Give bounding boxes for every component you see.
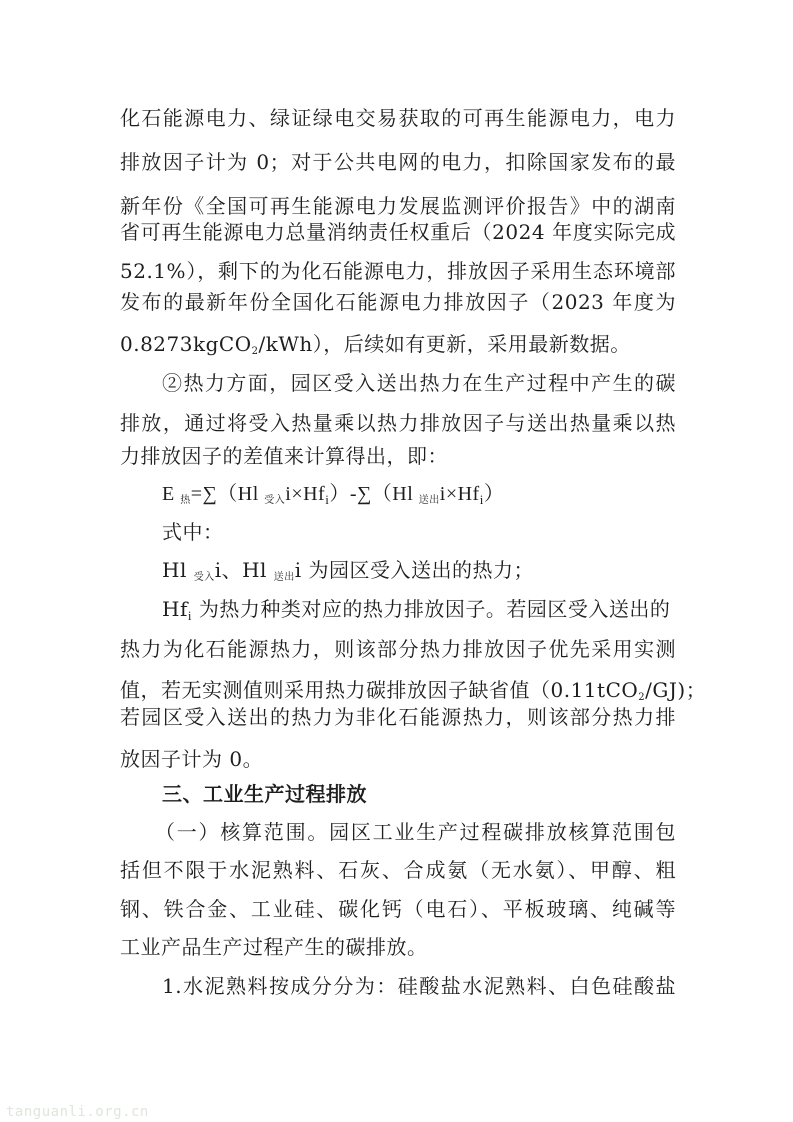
paragraph-line: 排放因子计为 0；对于公共电网的电力，扣除国家发布的最 xyxy=(120,150,676,174)
subscript: i xyxy=(325,492,330,507)
where-label: 式中： xyxy=(162,520,224,544)
text: /kWh），后续如有更新，采用最新数据。 xyxy=(258,332,631,356)
paragraph-line: 1.水泥熟料按成分分为：硅酸盐水泥熟料、白色硅酸盐 xyxy=(162,974,676,998)
definition-line xyxy=(162,558,676,590)
text: Hl xyxy=(162,558,194,582)
subscript: 受入 xyxy=(193,572,215,583)
paragraph-line: 放因子计为 0。 xyxy=(120,747,264,771)
paragraph-line: 发布的最新年份全国化石能源电力排放因子（2023 年度为 xyxy=(120,290,676,314)
paragraph-line: 钢、铁合金、工业硅、碳化钙（电石）、平板玻璃、纯碱等 xyxy=(120,897,676,921)
subscript: 送出 xyxy=(273,572,295,583)
text: /GJ)； xyxy=(645,678,707,702)
text: ） xyxy=(483,483,505,505)
formula xyxy=(162,482,676,513)
paragraph-line: 热力为化石能源热力，则该部分热力排放因子优先采用实测 xyxy=(120,637,676,661)
paragraph-line: （一）核算范围。园区工业生产过程碳排放核算范围包 xyxy=(155,820,676,844)
paragraph-line: 省可再生能源电力总量消纳责任权重后（2024 年度实际完成 xyxy=(120,220,676,244)
paragraph-line xyxy=(120,332,676,364)
subscript: 2 xyxy=(251,346,259,357)
paragraph-line: 括但不限于水泥熟料、石灰、合成氨（无水氨）、甲醇、粗 xyxy=(120,858,676,882)
paragraph-line: 力排放因子的差值来计算得出，即： xyxy=(120,444,448,468)
paragraph-line: 排放，通过将受入热量乘以热力排放因子与送出热量乘以热 xyxy=(120,411,676,435)
watermark: tanguanli.org.cn xyxy=(6,1104,149,1120)
section-heading: 三、工业生产过程排放 xyxy=(162,782,367,806)
subscript: 热 xyxy=(180,495,191,506)
subscript: 受入 xyxy=(264,495,286,506)
text: Hf xyxy=(162,597,188,621)
paragraph-line: ②热力方面，园区受入送出热力在生产过程中产生的碳 xyxy=(162,371,676,395)
subscript: 2 xyxy=(638,692,646,703)
definition-line xyxy=(162,597,676,628)
text: 0.8273kgCO xyxy=(120,332,252,356)
paragraph-line: 工业产品生产过程产生的碳排放。 xyxy=(120,935,428,959)
text: i 为园区受入送出的热力； xyxy=(294,558,535,582)
text: E xyxy=(162,483,181,505)
paragraph-line: 化石能源电力、绿证绿电交易获取的可再生能源电力，电力 xyxy=(120,106,676,130)
paragraph-line: 52.1%），剩下的为化石能源电力，排放因子采用生态环境部 xyxy=(120,259,676,283)
subscript: 送出 xyxy=(418,495,440,506)
text: =∑（Hl xyxy=(190,483,265,505)
text: ）-∑（Hl xyxy=(329,483,419,505)
paragraph-line: 新年份《全国可再生能源电力发展监测评价报告》中的湖南 xyxy=(120,194,676,218)
text: 为热力种类对应的热力排放因子。若园区受入送出的 xyxy=(191,597,671,621)
paragraph-line: 若园区受入送出的热力为非化石能源热力，则该部分热力排 xyxy=(120,705,676,729)
text: i、Hl xyxy=(214,558,274,582)
subscript: i xyxy=(479,492,484,507)
text: 值，若无实测值则采用热力碳排放因子缺省值（0.11tCO xyxy=(120,678,639,702)
text: i×Hf xyxy=(439,483,480,505)
text: i×Hf xyxy=(285,483,326,505)
subscript: i xyxy=(187,608,192,623)
